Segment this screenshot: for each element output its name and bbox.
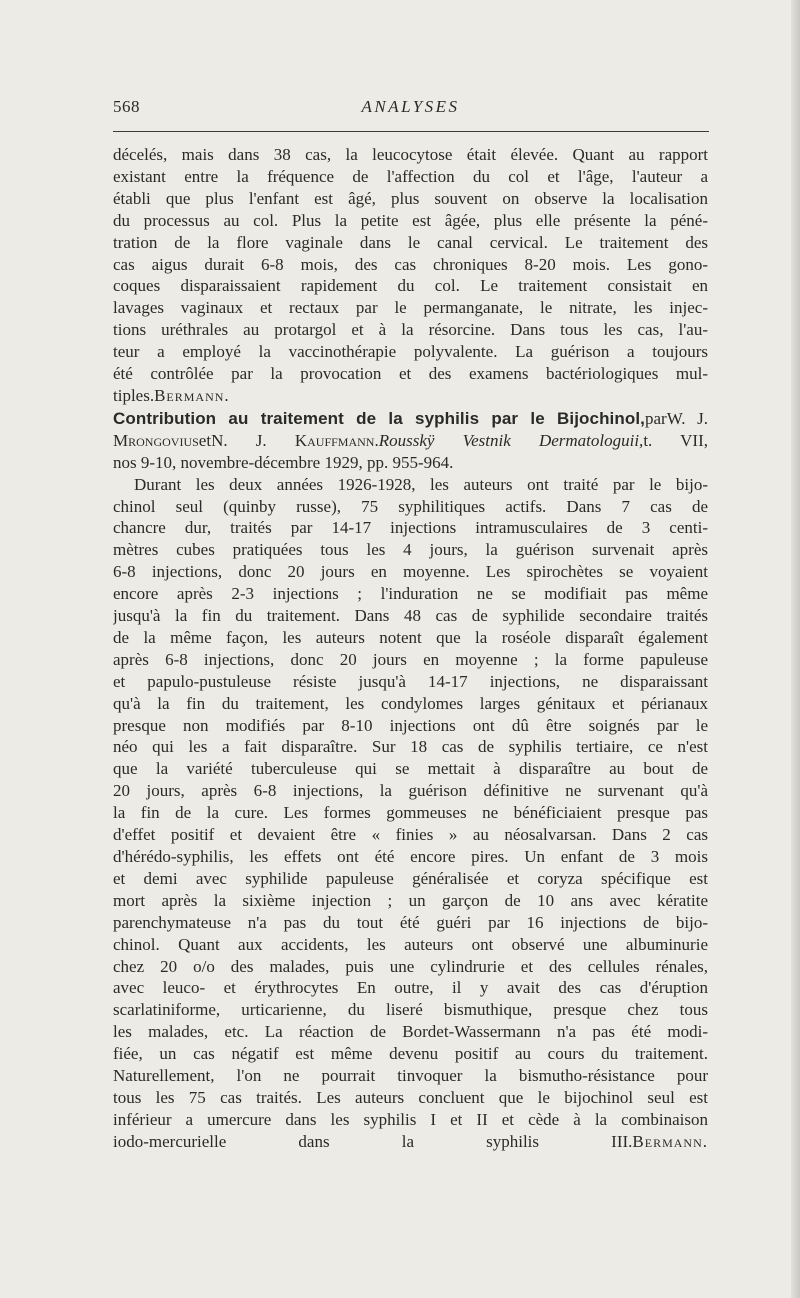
text-line: et demi avec syphilide papuleuse généralisée et coryza spécifique est <box>113 868 708 888</box>
text-line: et papulo-pustuleuse résiste jusqu'à 14-17 injections, ne disparaissant <box>113 671 708 691</box>
author-1-name: Mrongovius <box>113 430 199 450</box>
text-line: du processus au col. Plus la petite est âgée, plus elle présente la péné- <box>113 210 708 230</box>
text-line: 20 jours, après 6-8 injections, la guérison définitive ne survenant qu'à <box>113 781 708 801</box>
and-word: et <box>198 430 212 450</box>
journal-volume: t. VII, <box>643 430 708 450</box>
header-rule <box>113 131 709 132</box>
abstract-title: Contribution au traitement de la syphilis par le Bijochinol, <box>113 408 645 428</box>
text-line: coques disparaissaient rapidement du col. Le traitement consistait en <box>113 276 708 296</box>
text-line: néo qui les a fait disparaître. Sur 18 cas de syphilis tertiaire, ce n'est <box>113 737 708 757</box>
journal-name: Rousskÿ Vestnik Dermatologuii, <box>378 430 644 450</box>
text-line: la fin de la cure. Les formes gommeuses ne bénéficiaient presque pas <box>113 803 708 823</box>
text-line: chancre dur, traités par 14-17 injections intramusculaires de 3 centi- <box>113 518 708 538</box>
text-line: tous les 75 cas traités. Les auteurs concluent que le bijochinol seul est <box>113 1087 708 1107</box>
text-line: encore après 2-3 injections ; l'induration ne se modifiait pas même <box>113 584 708 604</box>
by-word: par <box>645 408 667 428</box>
author-signature: Bermann. <box>632 1131 708 1151</box>
text-line: mort après la sixième injection ; un garçon de 10 ans avec kératite <box>113 890 708 910</box>
page-edge-shadow <box>791 0 800 1298</box>
abstract-heading-line-2 <box>113 430 708 452</box>
abstract-entry <box>113 408 708 1153</box>
text-line: chinol. Quant aux accidents, les auteurs ont observé une albuminurie <box>113 934 708 954</box>
text-line: jusqu'à la fin du traitement. Dans 48 cas de syphilide secondaire traités <box>113 606 708 626</box>
text-line: scarlatiniforme, urticarienne, du liseré bismuthique, presque chez tous <box>113 1000 708 1020</box>
text-line: tions uréthrales au protargol et à la résorcine. Dans tous les cas, l'au- <box>113 320 708 340</box>
author-2-name: N. J. Kauffmann. <box>211 430 379 450</box>
text-line-with-signature <box>113 1131 708 1153</box>
text-line: chez 20 o/o des malades, puis une cylindrurie et des cellules rénales, <box>113 956 708 976</box>
text-line: presque non modifiés par 8-10 injections ont dû être soignés par le <box>113 715 708 735</box>
text-line: été contrôlée par la provocation et des examens bactériologiques mul- <box>113 364 708 384</box>
text-line: les malades, etc. La réaction de Bordet-Wassermann n'a pas été modi- <box>113 1022 708 1042</box>
text-line: Durant les deux années 1926-1928, les auteurs ont traité par le bijo- <box>134 474 708 494</box>
text-line: avec leuco- et érythrocytes En outre, il y avait des cas d'éruption <box>113 978 708 998</box>
text-line-with-signature <box>113 385 708 407</box>
page-header <box>113 97 708 123</box>
text-line: parenchymateuse n'a pas du tout été guéri par 16 injections de bijo- <box>113 912 708 932</box>
page-body <box>113 144 708 1153</box>
text-line-end: tiples. <box>113 385 155 405</box>
running-title: ANALYSES <box>361 97 460 116</box>
text-line: après 6-8 injections, donc 20 jours en moyenne ; la forme papuleuse <box>113 649 708 669</box>
abstract-heading-line-1 <box>113 408 708 430</box>
text-line: teur a employé la vaccinothérapie polyvalente. La guérison a toujours <box>113 342 708 362</box>
text-line-end: iodo-mercurielle dans la syphilis III. <box>113 1131 633 1151</box>
previous-abstract <box>113 144 708 407</box>
text-line: fiée, un cas négatif est même devenu positif au cours du traitement. <box>113 1044 708 1064</box>
text-line: inférieur a umercure dans les syphilis I et II et cède à la combinaison <box>113 1109 708 1129</box>
text-line: que la variété tuberculeuse qui se mettait à disparaître au bout de <box>113 759 708 779</box>
text-line: d'effet positif et devaient être « finies » au néosalvarsan. Dans 2 cas <box>113 825 708 845</box>
text-line: lavages vaginaux et rectaux par le permanganate, le nitrate, les injec- <box>113 298 708 318</box>
text-line: d'hérédo-syphilis, les effets ont été encore pires. Un enfant de 3 mois <box>113 847 708 866</box>
citation-issue: nos 9-10, novembre-décembre 1929, pp. 955-964. <box>113 452 454 472</box>
text-line: de la même façon, les auteurs notent que la roséole disparaît également <box>113 627 708 647</box>
text-line: chinol seul (quinby russe), 75 syphilitiques actifs. Dans 7 cas de <box>113 496 708 516</box>
author-signature: Bermann. <box>154 385 230 405</box>
text-line: 6-8 injections, donc 20 jours en moyenne. Les spirochètes se voyaient <box>113 562 708 582</box>
text-line: tration de la flore vaginale dans le canal cervical. Le traitement des <box>113 232 708 252</box>
text-line: mètres cubes pratiquées tous les 4 jours, la guérison survenait après <box>113 540 708 560</box>
text-line: établi que plus l'enfant est âgé, plus souvent on observe la localisation <box>113 188 708 208</box>
page-number: 568 <box>113 97 140 116</box>
text-line: Naturellement, l'on ne pourrait tinvoquer la bismutho-résistance pour <box>113 1066 708 1086</box>
text-line: existant entre la fréquence de l'affection du col et l'âge, l'auteur a <box>113 166 708 186</box>
text-line: qu'à la fin du traitement, les condylomes larges génitaux et périanaux <box>113 693 708 713</box>
author-1-initials: W. J. <box>666 408 708 428</box>
text-line: décelés, mais dans 38 cas, la leucocytose était élevée. Quant au rapport <box>113 145 708 164</box>
text-line: cas aigus durait 6-8 mois, des cas chroniques 8-20 mois. Les gono- <box>113 254 708 274</box>
